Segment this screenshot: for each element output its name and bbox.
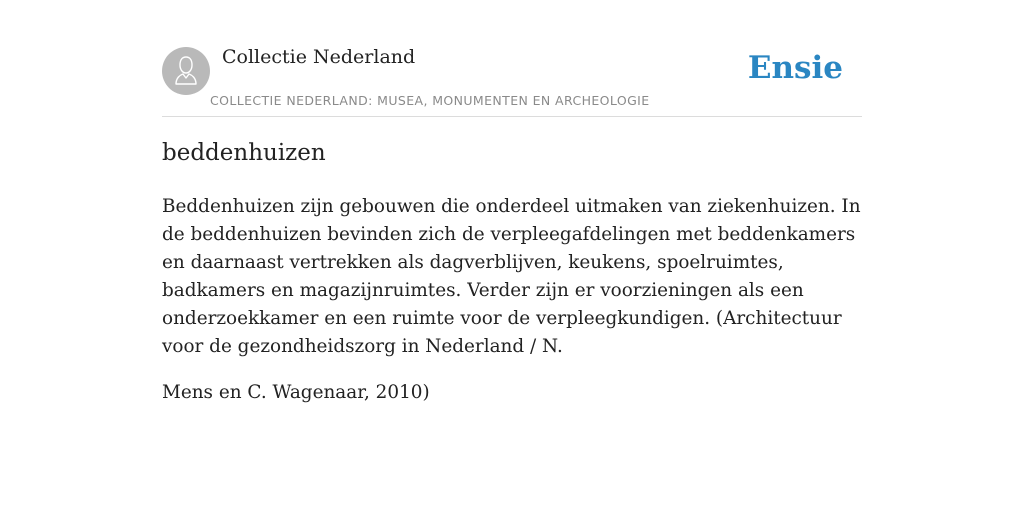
definition-paragraph: Beddenhuizen zijn gebouwen die onderdeel uitmaken van ziekenhuizen. In de beddenhuizen bevinden zich de verpleegafdelingen met beddenkamers en daarnaast vertrekken als dagverblijven, keukens, spoelruimtes, badkamers en magazijnruimtes. Verder zijn er voorzieningen als een onderzoekkamer en een ruimte voor de verpleegkundigen. (Architectuur voor de gezondheidszorg in Nederland / N. (162, 196, 861, 357)
user-silhouette-icon (162, 47, 210, 95)
definition-paragraph-continued: Mens en C. Wagenaar, 2010) (162, 382, 430, 403)
header (162, 0, 862, 117)
author-name[interactable]: Collectie Nederland (222, 46, 416, 68)
author-avatar[interactable] (162, 47, 210, 95)
ensie-logo[interactable]: Ensie (747, 50, 843, 86)
author-subtitle: COLLECTIE NEDERLAND: MUSEA, MONUMENTEN EN ARCHEOLOGIE (210, 93, 650, 108)
page (162, 0, 862, 403)
page-title: beddenhuizen (162, 140, 326, 166)
